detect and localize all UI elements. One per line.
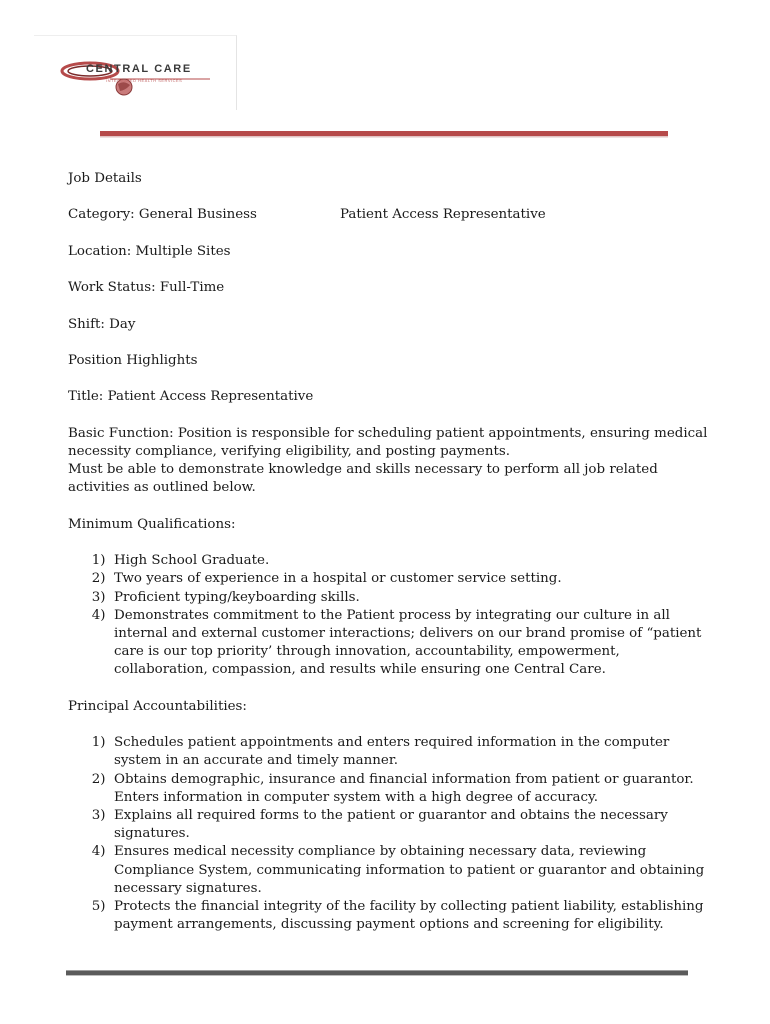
category-row [68, 206, 708, 224]
accountabilities-list [68, 734, 708, 934]
job-details-heading: Job Details [68, 171, 142, 186]
location-text: Location: Multiple Sites [68, 243, 231, 259]
basic-function-paragraph [68, 425, 708, 498]
basic-function-text: Basic Function: Position is responsible for scheduling patient appointments, ensuring medical necessity compliance, verifying eligibility, and posting payments. [68, 425, 708, 459]
position-highlights-heading: Position Highlights [68, 352, 198, 368]
company-logo [60, 56, 220, 102]
logo-name: CENTRAL CARE [86, 63, 192, 75]
list-item: 2. Two years of experience in a hospital or customer service setting. [114, 570, 708, 588]
qualifications-heading: Minimum Qualifications: [68, 516, 236, 532]
list-item: 1. High School Graduate. [114, 552, 708, 570]
category-text: Category: General Business [68, 207, 257, 223]
footer-divider [66, 971, 688, 975]
list-item: 4. Demonstrates commitment to the Patient process by integrating our culture in all internal and external customer interactions; delivers on our brand promise of “patient care is our top priority’ through innovation, accountability, empowerment, collaboration, compassion, and results while ensuring one Central Care. [114, 607, 708, 680]
job-title-text: Patient Access Representative [340, 207, 546, 223]
knowledge-text: Must be able to demonstrate knowledge and skills necessary to perform all job related activities as outlined below. [68, 462, 658, 496]
job-posting-body [68, 170, 708, 953]
list-item: 5. Protects the financial integrity of the facility by collecting patient liability, establishing payment arrangements, discussing payment options and screening for eligibility. [114, 898, 708, 934]
list-item: 3. Explains all required forms to the patient or guarantor and obtains the necessary signatures. [114, 807, 708, 843]
list-item: 3. Proficient typing/keyboarding skills. [114, 589, 708, 607]
list-item: 4. Ensures medical necessity compliance by obtaining necessary data, reviewing Compliance System, communicating information to patient or guarantor and obtaining necessary signatures. [114, 843, 708, 898]
logo-tagline: INTEGRATED HEALTH SERVICES [106, 78, 183, 83]
work-status-text: Work Status: Full-Time [68, 280, 225, 296]
shift-text: Shift: Day [68, 316, 136, 332]
list-item: 1. Schedules patient appointments and enters required information in the computer system in an accurate and timely manner. [114, 734, 708, 770]
list-item: 2. Obtains demographic, insurance and financial information from patient or guarantor. Enters information in computer system with a high degree of accuracy. [114, 771, 708, 807]
accountabilities-heading: Principal Accountabilities: [68, 698, 247, 714]
title-text: Title: Patient Access Representative [68, 389, 314, 405]
header-divider [100, 131, 668, 136]
qualifications-list [68, 552, 708, 679]
